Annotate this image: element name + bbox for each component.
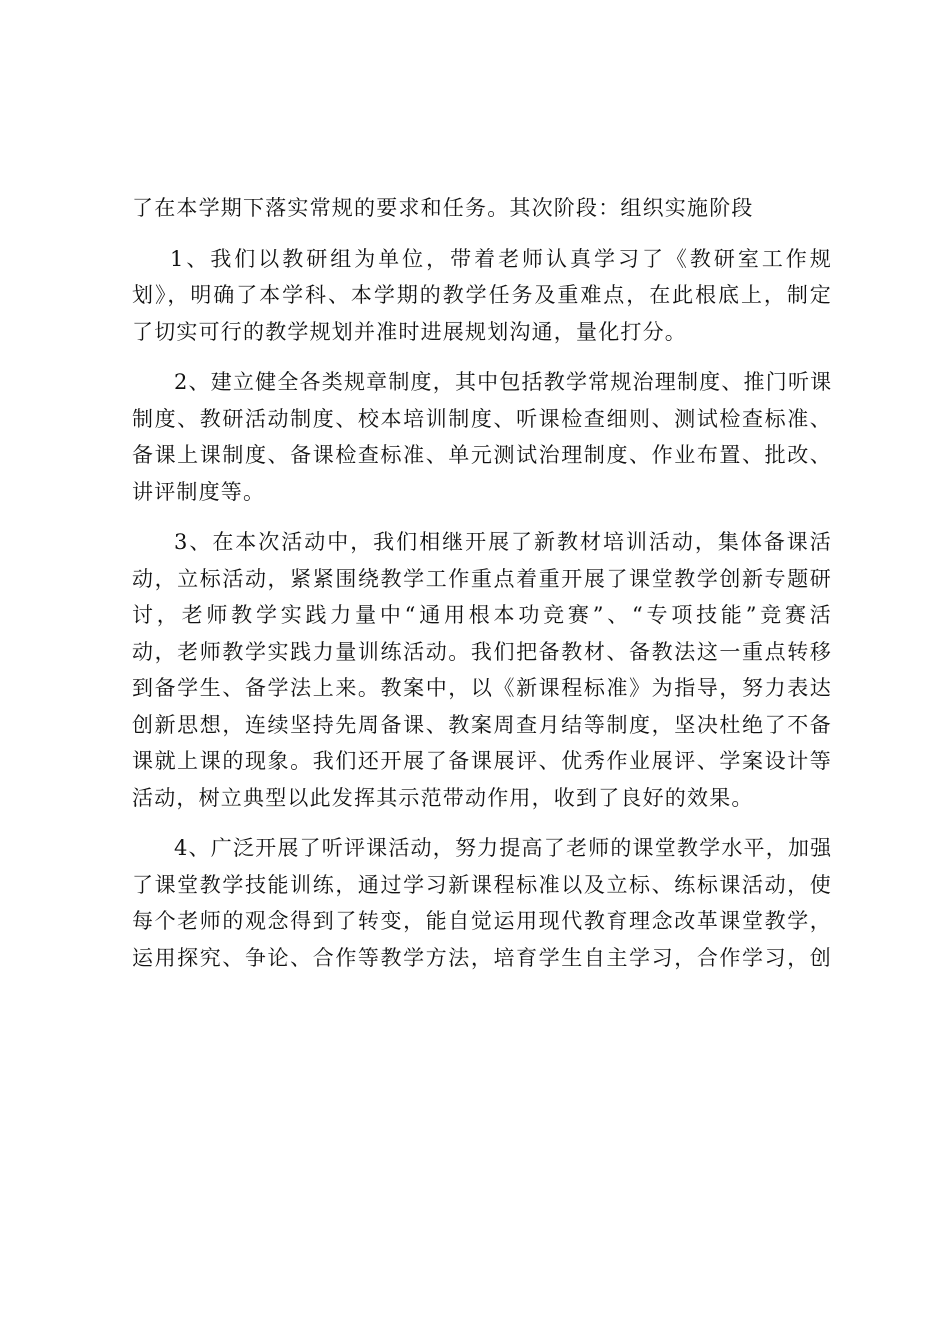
text-line: 备课上课制度、备课检查标准、单元测试治理制度、作业布置、批改、 — [132, 443, 832, 467]
text-line: 1、我们以教研组为单位，带着老师认真学习了《教研室工作规 — [170, 246, 832, 271]
text-line: 3、在本次活动中，我们相继开展了新教材培训活动，集体备课活 — [174, 530, 832, 554]
text-line: 创新思想，连续坚持先周备课、教案周查月结等制度，坚决杜绝了不备 — [132, 712, 832, 737]
text-line: 动，立标活动，紧紧围绕教学工作重点着重开展了课堂教学创新专题研 — [132, 566, 832, 591]
text-line: 制度、教研活动制度、校本培训制度、听课检查细则、测试检查标准、 — [132, 406, 832, 431]
text-line: 运用探究、争论、合作等教学方法，培育学生自主学习，合作学习，创 — [132, 945, 832, 970]
text-line: 到备学生、备学法上来。教案中，以《新课程标准》为指导，努力表达 — [132, 676, 832, 700]
text-line: 了在本学期下落实常规的要求和任务。其次阶段：组织实施阶段 — [132, 196, 754, 220]
text-line: 活动，树立典型以此发挥其示范带动作用，收到了良好的效果。 — [132, 785, 754, 810]
text-line: 了课堂教学技能训练，通过学习新课程标准以及立标、练标课活动，使 — [132, 872, 832, 897]
paragraph-gap — [132, 816, 832, 830]
document-body — [132, 190, 832, 976]
paragraph-gap — [132, 510, 832, 524]
text-line: 2、建立健全各类规章制度，其中包括教学常规治理制度、推门听课 — [174, 370, 833, 394]
text-line: 4、广泛开展了听评课活动，努力提高了老师的课堂教学水平，加强 — [174, 836, 833, 860]
text-line: 动，老师教学实践力量训练活动。我们把备教材、备教法这一重点转移 — [132, 639, 832, 664]
text-line: 每个老师的观念得到了转变，能自觉运用现代教育理念改革课堂教学， — [132, 909, 832, 933]
text-line: 划》，明确了本学科、本学期的教学任务及重难点，在此根底上，制定 — [132, 283, 832, 307]
text-line: 课就上课的现象。我们还开展了备课展评、优秀作业展评、学案设计等 — [132, 749, 832, 773]
paragraph-gap — [132, 227, 832, 241]
text-line: 讲评制度等。 — [132, 479, 266, 504]
text-line: 讨，老师教学实践力量中“通用根本功竞赛”、“专项技能”竞赛活 — [132, 603, 832, 627]
paragraph-gap — [132, 350, 832, 364]
text-line: 了切实可行的教学规划并准时进展规划沟通，量化打分。 — [132, 319, 687, 344]
